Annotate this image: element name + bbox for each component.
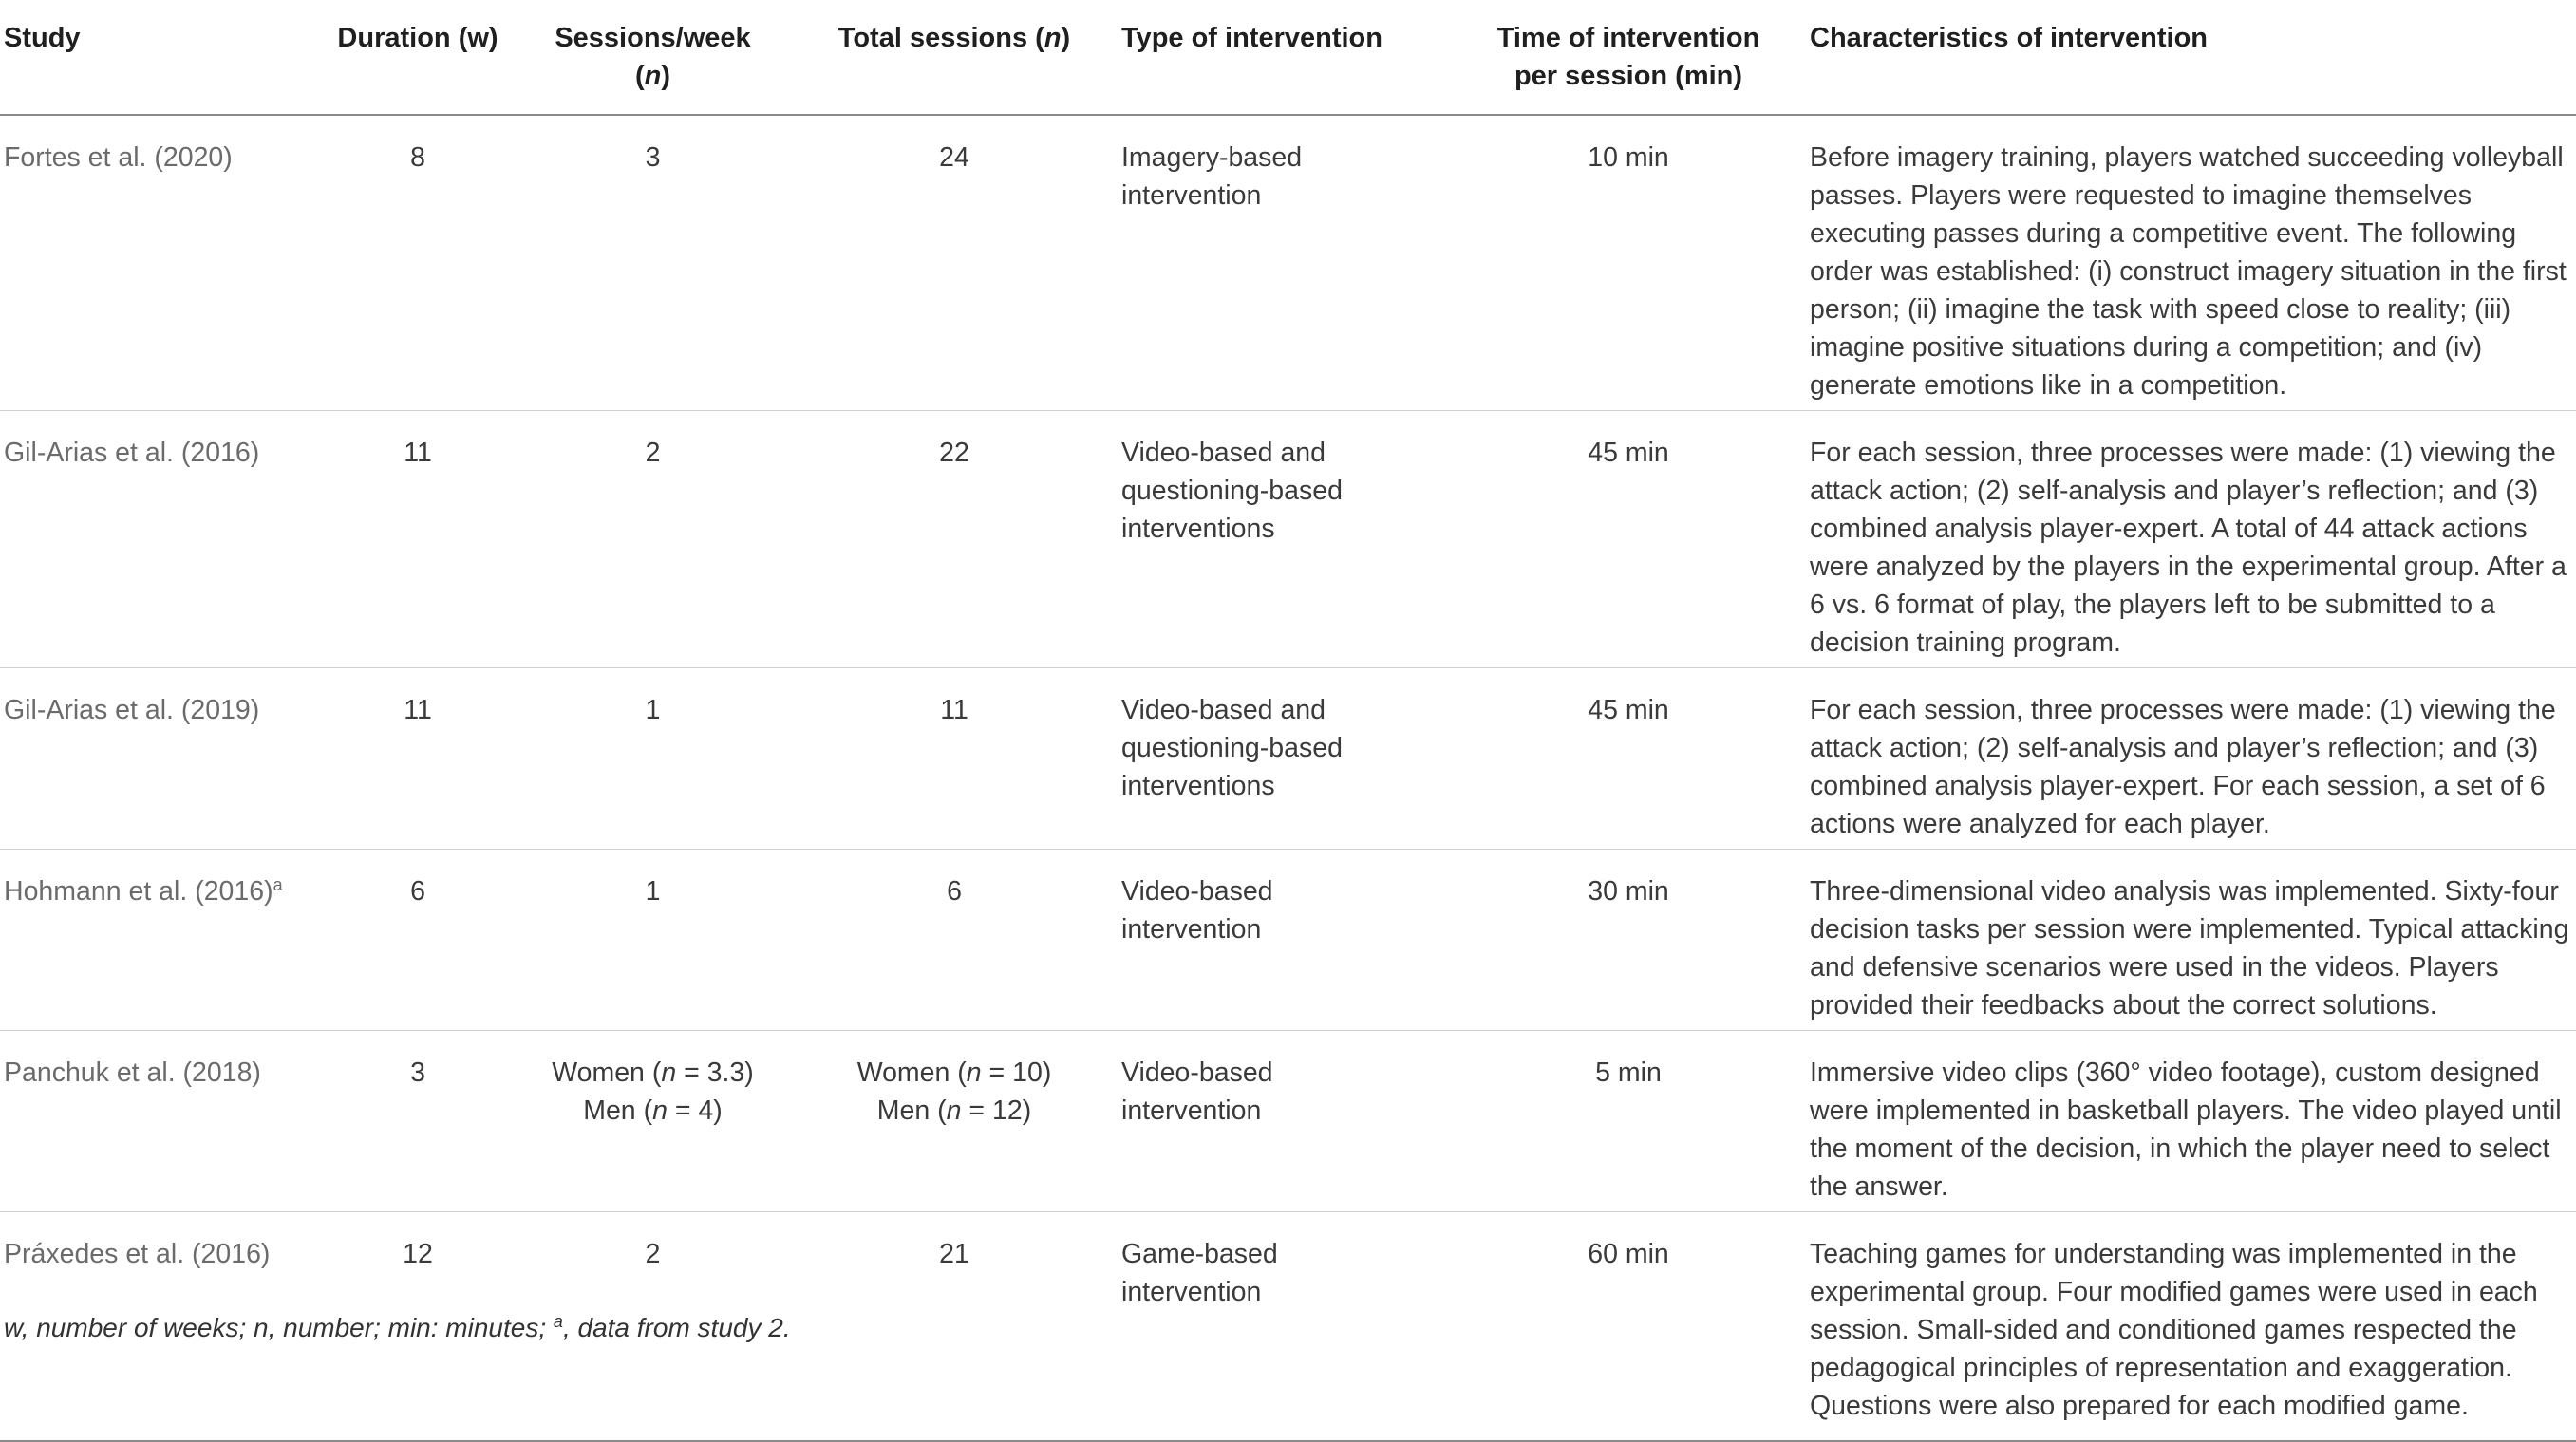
cell-duration: 12 [323, 1212, 513, 1442]
total-men-label: Men ( [876, 1096, 947, 1126]
table-row [0, 668, 2576, 850]
cell-total: 6 [793, 850, 1116, 1031]
total-men-value: = 12) [961, 1096, 1032, 1126]
cell-time: 10 min [1453, 115, 1804, 411]
table-body [0, 115, 2576, 1441]
footnote-marker: a [553, 1312, 563, 1331]
header-total-n: n [1044, 23, 1062, 53]
cell-study: Gil-Arias et al. (2019) [0, 668, 323, 850]
table-row [0, 1031, 2576, 1212]
cell-type: Imagery-based intervention [1116, 115, 1453, 411]
cell-total [793, 1031, 1116, 1212]
cell-duration: 11 [323, 668, 513, 850]
cell-characteristics: Before imagery training, players watched succeeding volleyball passes. Players were requested to imagine themselves executing passes during a competitive event. The following order was established: (i) construct imagery situation in the first person; (ii) imagine the task with speed close to reality; (iii) imagine positive situations during a competition; and (iv) generate emotions like in a competition. [1804, 115, 2576, 411]
cell-sessions: 1 [513, 668, 793, 850]
cell-characteristics: Teaching games for understanding was implemented in the experimental group. Four modified games were used in each session. Small-sided and conditioned games respected the pedagogical principles of representation and exaggeration. Questions were also prepared for each modified game. [1804, 1212, 2576, 1442]
header-characteristics: Characteristics of intervention [1804, 0, 2576, 115]
cell-type: Video-based and questioning-based interventions [1116, 668, 1453, 850]
cell-sessions [513, 1031, 793, 1212]
cell-duration: 11 [323, 411, 513, 668]
total-women-label: Women ( [856, 1058, 967, 1088]
cell-type: Video-based intervention [1116, 1031, 1453, 1212]
cell-time: 60 min [1453, 1212, 1804, 1442]
footnote-marker: a [273, 875, 283, 894]
cell-study: Panchuk et al. (2018) [0, 1031, 323, 1212]
study-name: Hohmann et al. (2016) [4, 876, 273, 907]
cell-time: 30 min [1453, 850, 1804, 1031]
n-symbol: n [966, 1058, 982, 1088]
n-symbol: n [946, 1096, 962, 1126]
header-study: Study [0, 0, 323, 115]
cell-duration: 8 [323, 115, 513, 411]
cell-sessions: 2 [513, 1212, 793, 1442]
cell-characteristics: Three-dimensional video analysis was implemented. Sixty-four decision tasks per session were implemented. Typical attacking and defensive scenarios were used in the videos. Players provided their feedbacks about the correct solutions. [1804, 850, 2576, 1031]
cell-characteristics: Immersive video clips (360° video footage), custom designed were implemented in basketball players. The video played until the moment of the decision, in which the player need to select the answer. [1804, 1031, 2576, 1212]
cell-duration: 6 [323, 850, 513, 1031]
cell-characteristics: For each session, three processes were made: (1) viewing the attack action; (2) self-analysis and player’s reflection; and (3) combined analysis player-expert. For each session, a set of 6 actions were analyzed for each player. [1804, 668, 2576, 850]
header-total-suffix: ) [1061, 23, 1071, 53]
cell-time: 45 min [1453, 411, 1804, 668]
footnote-text: w, number of weeks; n, number; min: minutes; [4, 1313, 554, 1342]
sessions-women-value: = 3.3) [676, 1058, 754, 1088]
cell-study [0, 850, 323, 1031]
table-row [0, 115, 2576, 411]
cell-total: 21 [793, 1212, 1116, 1442]
table-row [0, 850, 2576, 1031]
sessions-men-label: Men ( [583, 1096, 653, 1126]
cell-total: 24 [793, 115, 1116, 411]
table-header [0, 0, 2576, 115]
cell-total: 22 [793, 411, 1116, 668]
table-row [0, 411, 2576, 668]
header-total-prefix: Total sessions ( [837, 23, 1044, 53]
cell-type: Video-based intervention [1116, 850, 1453, 1031]
header-time-line2: per session (min) [1514, 61, 1743, 91]
footnote-text-end: , data from study 2. [562, 1313, 791, 1342]
header-total-sessions [793, 0, 1116, 115]
header-sessions-n: n [644, 61, 662, 91]
sessions-men-value: = 4) [667, 1096, 723, 1126]
header-time-line1: Time of intervention [1496, 23, 1760, 53]
cell-type: Video-based and questioning-based interventions [1116, 411, 1453, 668]
cell-study: Práxedes et al. (2016) [0, 1212, 323, 1442]
n-symbol: n [652, 1096, 668, 1126]
cell-sessions: 3 [513, 115, 793, 411]
cell-sessions: 2 [513, 411, 793, 668]
cell-type: Game-based intervention [1116, 1212, 1453, 1442]
cell-characteristics: For each session, three processes were made: (1) viewing the attack action; (2) self-analysis and player’s reflection; and (3) combined analysis player-expert. A total of 44 attack actions were analyzed by the players in the experimental group. After a 6 vs. 6 format of play, the players left to be submitted to a decision training program. [1804, 411, 2576, 668]
header-sessions-week: Sessions/week (n) [513, 0, 793, 115]
header-time [1453, 0, 1804, 115]
total-women-value: = 10) [981, 1058, 1052, 1088]
cell-duration: 3 [323, 1031, 513, 1212]
header-row [0, 0, 2576, 115]
cell-study: Gil-Arias et al. (2016) [0, 411, 323, 668]
cell-time: 45 min [1453, 668, 1804, 850]
n-symbol: n [661, 1058, 677, 1088]
sessions-women-label: Women ( [552, 1058, 662, 1088]
cell-time: 5 min [1453, 1031, 1804, 1212]
header-type: Type of intervention [1116, 0, 1453, 115]
table-footnote [4, 1313, 791, 1343]
cell-study: Fortes et al. (2020) [0, 115, 323, 411]
header-duration: Duration (w) [323, 0, 513, 115]
header-sessions-line1: Sessions/week [555, 23, 751, 53]
cell-total: 11 [793, 668, 1116, 850]
cell-sessions: 1 [513, 850, 793, 1031]
